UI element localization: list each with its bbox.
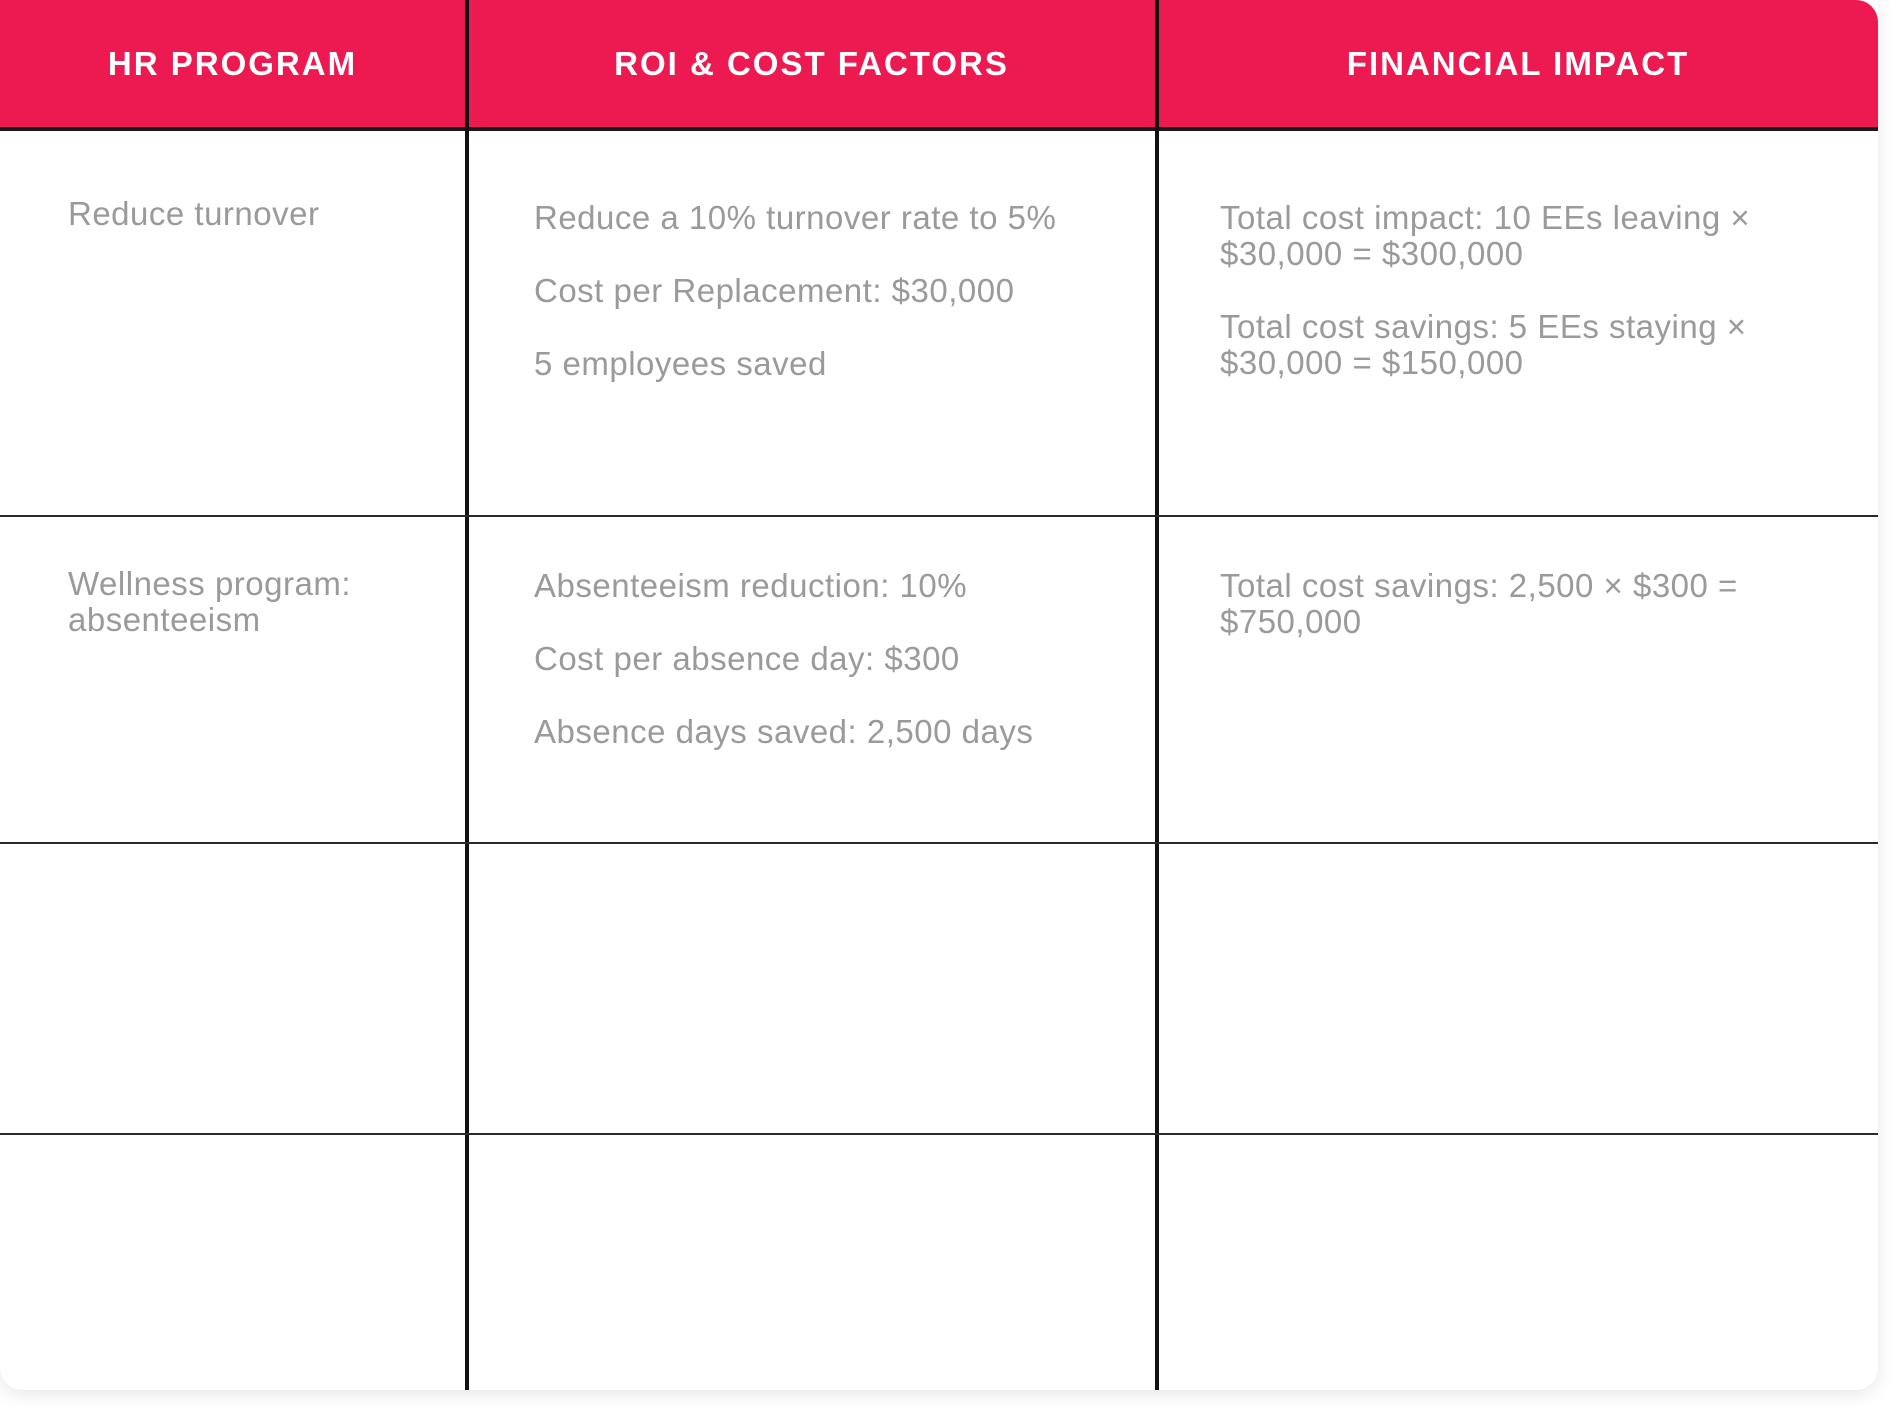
table-row-2-program: Wellness program: absenteeism (68, 565, 351, 638)
table-row-1-program: Reduce turnover (68, 195, 320, 232)
table-row-2-impact (1220, 568, 1820, 640)
header-financial-impact: FINANCIAL IMPACT (1346, 44, 1690, 82)
factor-text: Absence days saved: 2,500 days (534, 713, 1034, 750)
row-divider (0, 842, 1878, 844)
row-divider (0, 1133, 1878, 1135)
factor-text: Reduce a 10% turnover rate to 5% (534, 199, 1057, 236)
table-row-1-factors (534, 200, 1094, 382)
factor-text: Cost per absence day: $300 (534, 640, 960, 677)
factor-text: Cost per Replacement: $30,000 (534, 272, 1015, 309)
factor-text: Absenteeism reduction: 10% (534, 567, 968, 604)
impact-text: Total cost savings: 2,500 × $300 = $750,000 (1220, 567, 1738, 640)
table-row-1-impact (1220, 200, 1820, 381)
row-divider (0, 515, 1878, 517)
column-divider (465, 0, 469, 1390)
impact-text: Total cost impact: 10 EEs leaving × $30,000 = $300,000 (1220, 199, 1751, 272)
header-hr-program: HR PROGRAM (107, 44, 358, 82)
header-roi-cost-factors: ROI & COST FACTORS (614, 44, 1009, 82)
column-divider (1155, 0, 1159, 1390)
table-row-2-factors (534, 568, 1114, 750)
factor-text: 5 employees saved (534, 345, 827, 382)
impact-text: Total cost savings: 5 EEs staying × $30,000 = $150,000 (1220, 308, 1747, 381)
table-header-row (0, 0, 1878, 131)
